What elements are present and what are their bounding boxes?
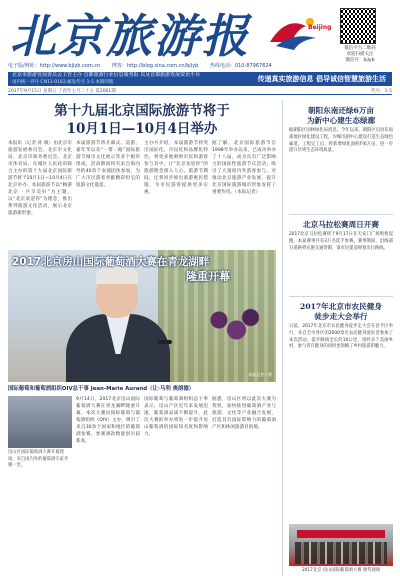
photo-overlay-subtitle: 隆重开幕 — [186, 270, 230, 283]
brief-text: 日前，2017年北京市农民健身徒步走大会在昌平区举行，来自全市各区的2000余名农民健身爱好者参加了本次活动。徒步路线全长约10公里，途经多个美丽乡村，参与者在健身的同时也领略了乡村旅游的魅力。 — [289, 324, 393, 350]
photo-caption: 国际葡萄和葡萄酒组织OIV总干事 Jean-Marie Aurand（让·马利 奥朗德） — [8, 386, 195, 392]
website-link[interactable]: 电子版/网址：http://www.bjlyb.com.cn — [8, 63, 101, 69]
article-column: 本届旅游节将开幕式、巡游、嘉年华以及“一带一路”国际旅游节城市文化展示等多个板块组成，活动期间将有来自海内外的40余个表演团体参加，为广大市民游客奉献精彩纷呈的旅游文化盛宴。 — [76, 141, 140, 188]
weibo-link[interactable]: 博客：http://blog.sina.com.cn/bjlyb — [111, 63, 199, 69]
award-photo-caption: 2017北京·房山国际葡萄酒大赛 颁奖现场 — [301, 568, 381, 573]
article-column: 国际葡萄与葡萄酒组织总干事表示，房山产区近年来发展迅速，葡萄酒品质不断提升，此次大赛的举办将进一步提升房山葡萄酒的国际知名度和影响力。 — [144, 397, 208, 437]
issue-date: 2017年9月15日 星期五 丁酉年七月二十五 第2061期 — [8, 89, 116, 94]
brand-text: Beijing — [308, 24, 332, 31]
inset-caption: 房山区国际葡萄酒大赛开幕现场，来自国内外的葡萄酒专家齐聚一堂。 — [8, 450, 69, 468]
divider — [289, 214, 393, 215]
news-brief-farmers-walk[interactable] — [289, 302, 393, 351]
microphone-icon — [158, 340, 172, 344]
brand-logo-icon — [266, 12, 322, 56]
news-brief-marathon[interactable] — [289, 220, 393, 252]
brief-headline: 北京马拉松赛周日开赛 — [303, 220, 379, 229]
info-bar — [8, 62, 392, 70]
stage-banner — [297, 530, 385, 538]
hotline-text: 热线电话：010-87967624 — [209, 63, 272, 69]
tagline: 传递真实旅游信息 倡导诚信智慧旅游生活 — [257, 75, 386, 83]
brief-headline: 2017年北京市农民健身 徒步走大会举行 — [300, 302, 382, 321]
article-column: 主办方介绍，本届旅游节将突出国际化、市民化和品牌化特色，将更多地吸纳市民和游客参与其中，让“北京欢迎你”的旅游理念深入人心。旅游节期间，还将同步推出旅游惠民措施，为市民游客提供更多实惠。 — [144, 141, 208, 195]
qr-code-icon — [340, 8, 376, 44]
article-column: 9月14日，2017北京房山国际葡萄酒大赛在青龙湖畔隆重开幕。本次大赛由国际葡萄与葡萄酒组织（OIV）主办，吸引了来自30余个国家和地区的葡萄酒参赛，参赛酒款数量创历届新高。 — [76, 397, 140, 444]
wine-article — [8, 396, 276, 576]
grapes-image — [198, 300, 268, 350]
article-column: 本报讯（记者 孙 敏）由北京市旅游发展委员会、北京市文化局、北京市商务委员会、北京市体育局、东城区人民政府联合主办的第十九届北京国际旅游节将于10月1日—10月4日在北京举办。本届旅游节以“畅游北京 · 共享美好”为主题，以“北京欢迎你”为理念，推出系列旅游文化活动，展示北京旅游新形象。 — [8, 141, 72, 216]
publisher-line: 北京市旅游发展委员会主管主办 首都旅游行业信息服务报 以及首都旅游发展资讯平台 — [12, 72, 201, 78]
qr-caption-line: 欢迎扫描关注 — [346, 52, 374, 57]
main-headline[interactable] — [8, 102, 276, 138]
news-brief-chaoyang[interactable] — [289, 106, 393, 155]
registration-line: 国内统一刊号 CN11-0183 邮发代号 1-5 本期四版 — [12, 80, 114, 85]
qr-caption-line: 微信号：bjlyb — [345, 58, 375, 63]
headline-line-2: 10月1日—10月4日举办 — [66, 121, 218, 137]
article-column: 据了解，北京国际旅游节自1998年举办以来，已成功举办了十八届，成为具有广泛影响力的国际性旅游节庆活动，吸引了大量境内外游客参与，对推动北京旅游产业发展、提升北京国际旅游城市形象发挥了重要作用。（本报记者） — [212, 141, 276, 195]
slogan-bar — [8, 72, 392, 86]
article-column: 据悉，房山区将以此次大赛为契机，加快推进葡萄酒产业与旅游、文化等产业融合发展，打造具有国际影响力的葡萄酒产区和休闲旅游目的地。 — [212, 397, 276, 430]
inset-photo[interactable] — [8, 396, 72, 448]
wine-contest-photo[interactable] — [8, 250, 276, 382]
brief-headline: 朝阳东南还绿6万亩 为新中心建生态绿廊 — [306, 106, 376, 125]
divider — [289, 296, 393, 297]
edition-code: 代号：1-5 — [371, 89, 392, 94]
right-news-column — [282, 100, 392, 576]
qr-caption-line: 微信平台二维码 — [344, 46, 376, 51]
brief-text: 2017北京马拉松赛将于9月17日在天安门广场鸣枪起跑，本届赛事共有3万名选手参赛。赛事期间，沿线部分道路将实施交通管制，请市民提前规划出行路线。 — [289, 232, 393, 251]
photo-overlay-title: 2017北京房山国际葡萄酒大赛在青龙湖畔 — [12, 256, 210, 268]
newspaper-title: 北京旅游报 — [10, 9, 250, 63]
date-bar — [8, 88, 392, 95]
main-article-body — [8, 140, 276, 245]
brief-text: 据朝阳区园林绿化局消息，今年以来，朝阳区启动东南部地区绿化建设工程，为城市副中心建设打造生态绿色廊道。工程完工后，将新增绿化面积约6万亩，进一步提升区域生态环境质量。 — [289, 128, 393, 154]
crowd-image — [295, 542, 387, 564]
headline-line-1: 第十九届北京国际旅游节将于 — [54, 103, 230, 119]
award-ceremony-photo[interactable] — [289, 524, 393, 566]
photo-credit: 本报记者 / 摄 — [248, 372, 272, 377]
